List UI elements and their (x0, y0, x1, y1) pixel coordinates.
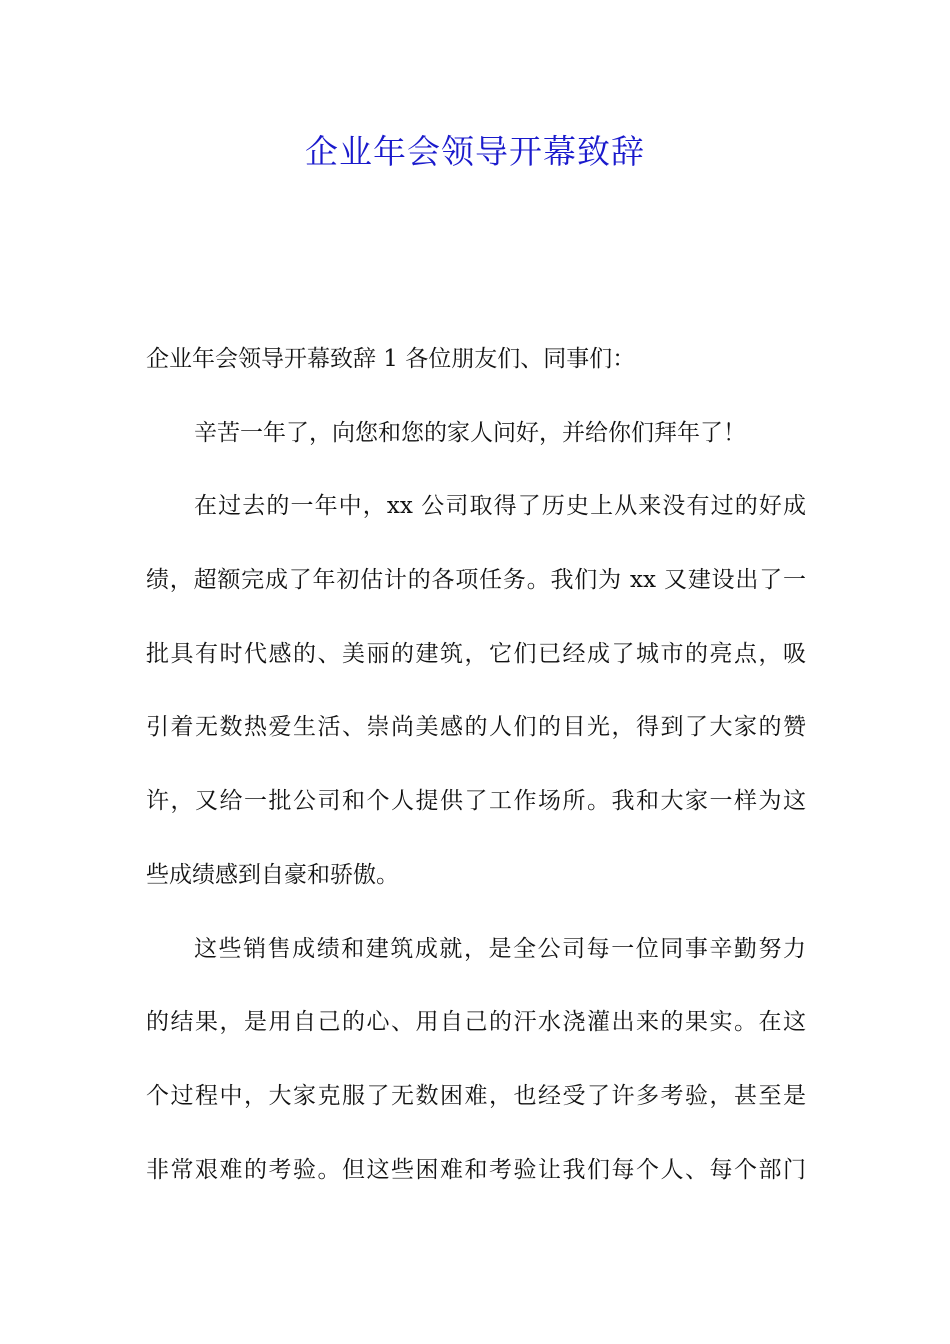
body-line: 在过去的一年中，xx 公司取得了历史上从来没有过的好成 (194, 493, 806, 520)
body-line: 许，又给一批公司和个人提供了工作场所。我和大家一样为这 (146, 788, 806, 815)
body-line: 非常艰难的考验。但这些困难和考验让我们每个人、每个部门 (146, 1156, 806, 1183)
body-line: 个过程中，大家克服了无数困难，也经受了许多考验，甚至是 (146, 1082, 806, 1109)
body-line: 些成绩感到自豪和骄傲。 (146, 861, 399, 888)
body-line-greeting: 企业年会领导开幕致辞 1 各位朋友们、同事们： (146, 346, 636, 372)
body-line: 辛苦一年了，向您和您的家人问好，并给你们拜年了！ (194, 419, 746, 446)
document-title: 企业年会领导开幕致辞 (305, 132, 645, 171)
body-line: 引着无数热爱生活、崇尚美感的人们的目光，得到了大家的赞 (146, 714, 806, 741)
body-line: 的结果，是用自己的心、用自己的汗水浇灌出来的果实。在这 (146, 1009, 806, 1036)
body-line: 这些销售成绩和建筑成就，是全公司每一位同事辛勤努力 (194, 935, 806, 962)
body-line: 绩，超额完成了年初估计的各项任务。我们为 xx 又建设出了一 (146, 567, 806, 594)
body-line: 批具有时代感的、美丽的建筑，它们已经成了城市的亮点，吸 (146, 640, 806, 667)
document-body (146, 337, 806, 1221)
